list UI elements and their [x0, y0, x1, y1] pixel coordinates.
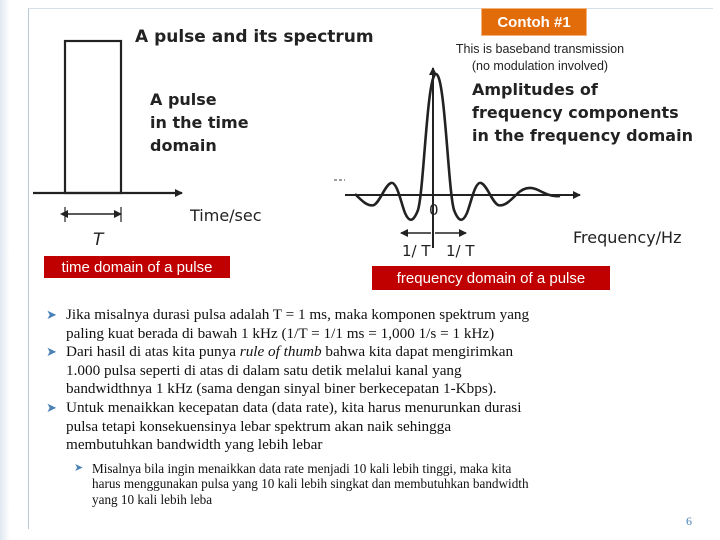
page-number: 6	[686, 514, 692, 528]
curved-arrow-bullet-icon: ➤	[74, 461, 84, 474]
curved-arrow-bullet-icon: ➤	[46, 399, 57, 415]
bullet-item-2	[44, 343, 684, 399]
figure-title: A pulse and its spectrum	[135, 27, 374, 47]
zero-label: 0	[429, 201, 439, 219]
bullet-2-text-after: bahwa kita dapat mengirimkan	[321, 343, 514, 361]
time-domain-caption: time domain of a pulse	[44, 256, 230, 278]
freq-text-3: in the frequency domain	[472, 126, 693, 145]
curved-arrow-bullet-icon: ➤	[46, 307, 57, 322]
freq-text-1: Amplitudes of	[472, 80, 598, 99]
bullet-list	[44, 306, 684, 508]
baseband-note	[430, 41, 650, 75]
bullet-item-1	[44, 306, 684, 343]
frequency-domain-plot	[334, 68, 693, 260]
sub-bullet-line-3: yang 10 kali lebih leba	[92, 491, 213, 507]
time-domain-text-3: domain	[150, 136, 217, 155]
bullet-1-line-2: paling kuat berada di bawah 1 kHz (1/T = 1/1 ms = 1,000 1/s = 1 kHz)	[66, 324, 495, 342]
bullet-3-line-1: Untuk menaikkan kecepatan data (data rate), kita harus menurunkan durasi	[66, 398, 522, 416]
bullet-item-3	[44, 399, 684, 455]
example-badge: Contoh #1	[481, 8, 587, 36]
sub-bullet-line-1: Misalnya bila ingin menaikkan data rate menjadi 10 kali lebih tinggi, maka kita	[92, 460, 512, 476]
curved-arrow-bullet-icon: ➤	[46, 344, 57, 360]
time-axis-label: Time/sec	[190, 206, 262, 225]
baseband-note-line-2: (no modulation involved)	[471, 59, 609, 73]
bullet-2-text-before: Dari hasil di atas kita punya	[66, 343, 240, 361]
time-domain-text-2: in the time	[150, 113, 249, 132]
bullet-3-line-3: membutuhkan bandwidth yang lebih lebar	[66, 436, 323, 454]
bullet-2-line-2: 1.000 pulsa seperti di atas di dalam satu detik melalui kanal yang	[66, 361, 462, 379]
freq-text-2: frequency components	[472, 103, 679, 122]
sub-bullet-item	[44, 461, 684, 508]
frequency-axis-label: Frequency/Hz	[573, 228, 682, 247]
rule-of-thumb-text: rule of thumb	[239, 343, 322, 361]
frequency-domain-caption: frequency domain of a pulse	[372, 266, 610, 290]
time-domain-plot	[33, 41, 262, 250]
bullet-3-line-2: pulsa tetapi konsekuensinya lebar spektrum akan naik sehingga	[66, 417, 452, 435]
bullet-2-line-3: bandwidthnya 1 kHz (sama dengan sinyal biner berkecepatan 1-Kbps).	[66, 380, 497, 398]
pulse-rect	[65, 41, 121, 193]
neg-freq-label: 1/ T	[402, 242, 431, 260]
bullet-1-line-1: Jika misalnya durasi pulsa adalah T = 1 ms, maka komponen spektrum yang	[66, 306, 530, 323]
pos-freq-label: 1/ T	[446, 242, 475, 260]
sub-bullet-line-2: harus menggunakan pulsa yang 10 kali lebih singkat dan membutuhkan bandwidth	[92, 476, 529, 492]
time-domain-text-1: A pulse	[150, 90, 217, 109]
baseband-note-line-1: This is baseband transmission	[455, 42, 625, 56]
period-label: T	[93, 230, 104, 250]
bullet-2-line-1	[66, 343, 684, 362]
